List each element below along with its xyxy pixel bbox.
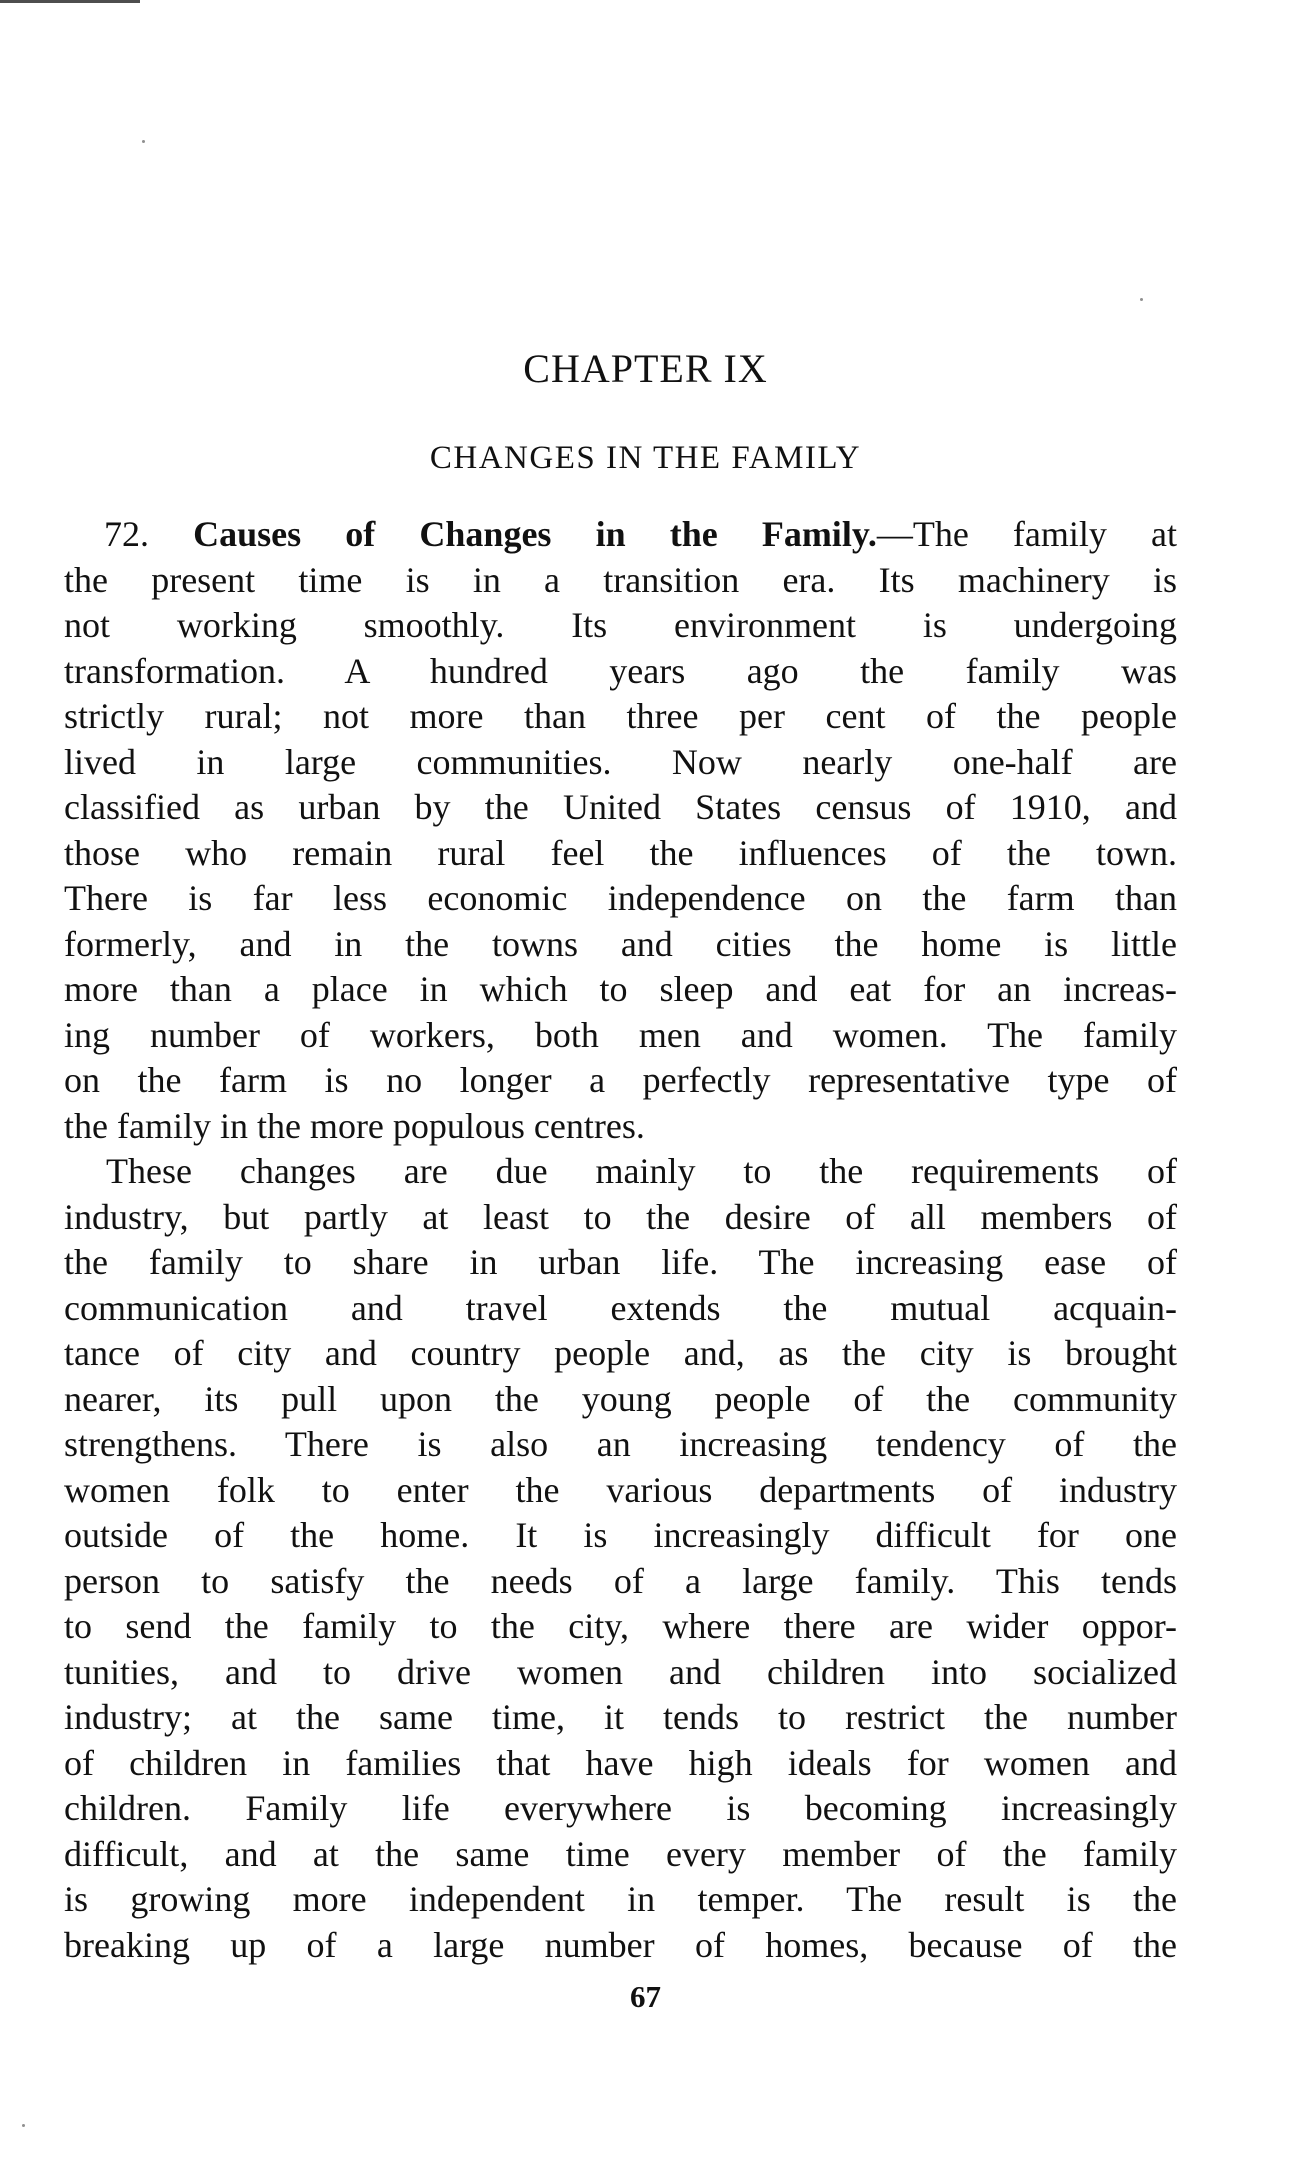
text-line: person to satisfy the needs of a large family. This tends <box>64 1560 1177 1601</box>
section-number: 72. <box>104 514 149 554</box>
text-line: industry, but partly at least to the desire of all members of <box>64 1196 1177 1237</box>
chapter-title: CHAPTER IX <box>523 346 768 391</box>
text-line: classified as urban by the United States census of 1910, and <box>64 787 1177 827</box>
scan-edge-mark <box>0 0 140 3</box>
text-line: tunities, and to drive women and children into socialized <box>64 1651 1177 1692</box>
section-heading: Causes of Changes in the Family. <box>193 514 877 554</box>
text-line: industry; at the same time, it tends to restrict the number <box>64 1697 1177 1737</box>
text-line: —The family at <box>876 514 1177 554</box>
text-line: There is far less economic independence on the farm than <box>64 878 1177 918</box>
text-line: is growing more independent in temper. The result is the <box>64 1879 1177 1919</box>
text-line: strengthens. There is also an increasing tendency of the <box>64 1424 1177 1464</box>
body-text <box>64 512 1177 1968</box>
scan-speck <box>22 2124 25 2127</box>
text-line: the family to share in urban life. The increasing ease of <box>64 1242 1177 1282</box>
text-line: ing number of workers, both men and women. The family <box>64 1014 1177 1055</box>
text-line: children. Family life everywhere is becoming increasingly <box>64 1788 1177 1828</box>
text-line: the present time is in a transition era. Its machinery is <box>64 559 1177 600</box>
text-line: on the farm is no longer a perfectly representative type of <box>64 1060 1177 1100</box>
text-line: communication and travel extends the mutual acquain- <box>64 1287 1177 1328</box>
text-line: to send the family to the city, where there are wider oppor- <box>64 1606 1177 1646</box>
scan-speck <box>142 140 145 143</box>
page-number: 67 <box>630 1979 661 2014</box>
text-line: those who remain rural feel the influences of the town. <box>64 832 1177 873</box>
text-line: women folk to enter the various departments of industry <box>64 1469 1177 1510</box>
text-line: breaking up of a large number of homes, because of the <box>64 1924 1177 1965</box>
text-line: tance of city and country people and, as the city is brought <box>64 1333 1177 1373</box>
section-first-line <box>64 512 1177 558</box>
chapter-subtitle: CHANGES IN THE FAMILY <box>429 440 862 476</box>
text-line: strictly rural; not more than three per cent of the people <box>64 696 1177 736</box>
text-line: not working smoothly. Its environment is undergoing <box>64 605 1177 645</box>
text-line: nearer, its pull upon the young people of the community <box>64 1378 1177 1419</box>
text-line: transformation. A hundred years ago the family was <box>64 650 1177 691</box>
text-line: outside of the home. It is increasingly difficult for one <box>64 1515 1177 1555</box>
scan-speck <box>1140 298 1143 301</box>
text-line: of children in families that have high ideals for women and <box>64 1742 1177 1783</box>
text-line: lived in large communities. Now nearly one-half are <box>64 741 1177 782</box>
text-line: formerly, and in the towns and cities the home is little <box>64 923 1177 964</box>
text-line: more than a place in which to sleep and eat for an increas- <box>64 969 1177 1009</box>
text-line: difficult, and at the same time every member of the family <box>64 1833 1177 1874</box>
text-line: the family in the more populous centres. <box>64 1105 645 1146</box>
text-line: These changes are due mainly to the requirements of <box>106 1151 1177 1191</box>
